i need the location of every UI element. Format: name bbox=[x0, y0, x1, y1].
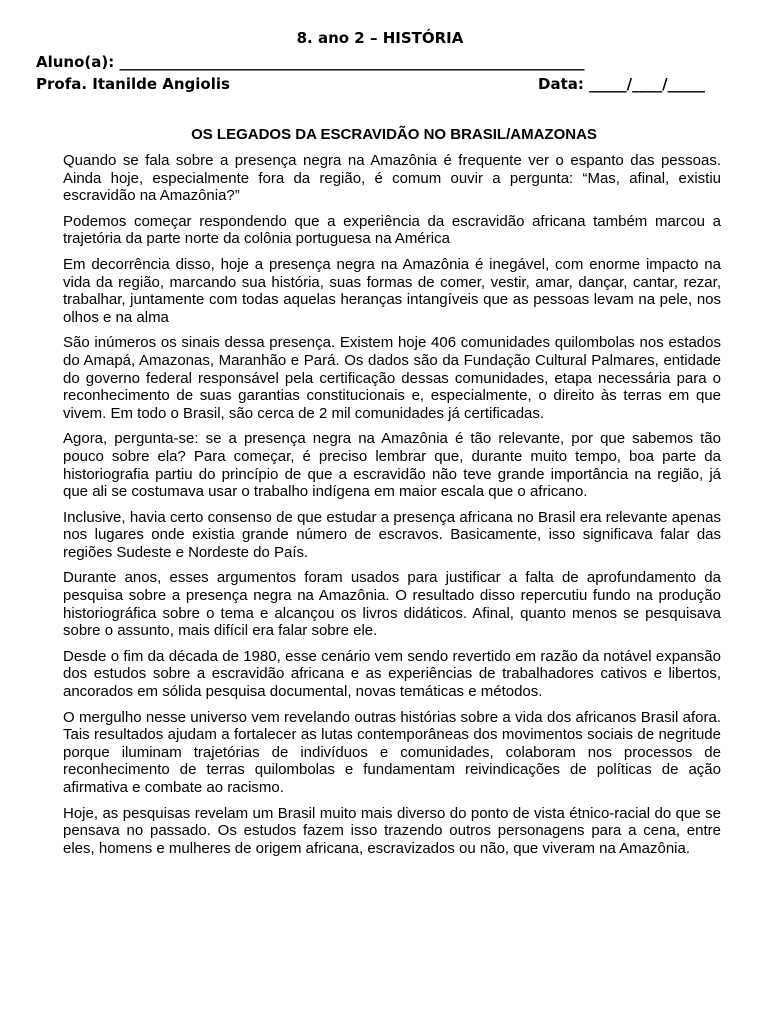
paragraph-6: Inclusive, havia certo consenso de que estudar a presença africana no Brasil era relevante apenas nos lugares onde existia grande número de escravos. Basicamente, isso significava falar das regiões Sudeste e Nordeste do País. bbox=[63, 508, 721, 561]
student-name-line: Aluno(a): ______________________________________________________________ bbox=[36, 53, 585, 71]
paragraph-5: Agora, pergunta-se: se a presença negra na Amazônia é tão relevante, por que sabemos tão pouco sobre ela? Para começar, é preciso lembrar que, durante muito tempo, boa parte da historiografia partiu do princípio de que a escravidão não teve grande importância na região, já que ali se costumava usar o trabalho indígena em maior escala que o africano. bbox=[63, 430, 721, 501]
header-title: 8. ano 2 – HISTÓRIA bbox=[296, 29, 464, 47]
paragraph-3: Em decorrência disso, hoje a presença negra na Amazônia é inegável, com enorme impacto na vida da região, marcando sua história, suas formas de comer, vestir, amar, dançar, cantar, rezar, trabalhar, juntamente com todas aquelas heranças intangíveis que as pessoas levam na pele, nos olhos e na alma bbox=[63, 255, 721, 326]
paragraph-9: O mergulho nesse universo vem revelando outras histórias sobre a vida dos africanos Brasil afora. Tais resultados ajudam a fortalecer as lutas contemporâneas dos movimentos sociais de negritude porque iluminam trajetórias de indivíduos e comunidades, colaboram nos processos de reconhecimento de terras quilombolas e fundamentam reivindicações de políticas de ação afirmativa e combate ao racismo. bbox=[63, 708, 721, 796]
paragraph-8: Desde o fim da década de 1980, esse cenário vem sendo revertido em razão da notável expansão dos estudos sobre a escravidão africana e as experiências de trabalhadores cativos e libertos, ancorados em sólida pesquisa documental, novas temáticas e métodos. bbox=[63, 647, 721, 701]
date-field: Data: _____/____/_____ bbox=[538, 75, 706, 93]
paragraph-7: Durante anos, esses argumentos foram usados para justificar a falta de aprofundamento da pesquisa sobre a presença negra na Amazônia. O resultado disso repercutiu fundo na produção historiográfica sobre o tema e alcançou os livros didáticos. Afinal, quanto menos se pesquisava sobre o assunto, mais difícil era falar sobre ele. bbox=[63, 569, 721, 640]
paragraph-1: Quando se fala sobre a presença negra na Amazônia é frequente ver o espanto das pessoas. Ainda hoje, especialmente fora da região, é comum ouvir a pergunta: “Mas, afinal, existiu escravidão na Amazônia?” bbox=[63, 152, 721, 205]
professor-name: Profa. Itanilde Angiolis bbox=[36, 75, 230, 93]
paragraph-2: Podemos começar respondendo que a experiência da escravidão africana também marcou a trajetória da parte norte da colônia portuguesa na América bbox=[63, 212, 721, 248]
document-body bbox=[63, 152, 721, 865]
document-title: OS LEGADOS DA ESCRAVIDÃO NO BRASIL/AMAZONAS bbox=[191, 126, 597, 143]
professor-date-line bbox=[36, 74, 726, 94]
paragraph-4: São inúmeros os sinais dessa presença. Existem hoje 406 comunidades quilombolas nos estados do Amapá, Amazonas, Maranhão e Pará. Os dados são da Fundação Cultural Palmares, entidade do governo federal responsável pela certificação dessas comunidades, etapa necessária para o reconhecimento de suas garantias constitucionais e, especialmente, o direito às terras em que vivem. Em todo o Brasil, são cerca de 2 mil comunidades já certificadas. bbox=[63, 334, 721, 422]
paragraph-10: Hoje, as pesquisas revelam um Brasil muito mais diverso do ponto de vista étnico-racial do que se pensava no passado. Os estudos fazem isso trazendo outros personagens para a cena, entre eles, homens e mulheres de origem africana, escravizados ou não, que viveram na Amazônia. bbox=[63, 804, 721, 857]
